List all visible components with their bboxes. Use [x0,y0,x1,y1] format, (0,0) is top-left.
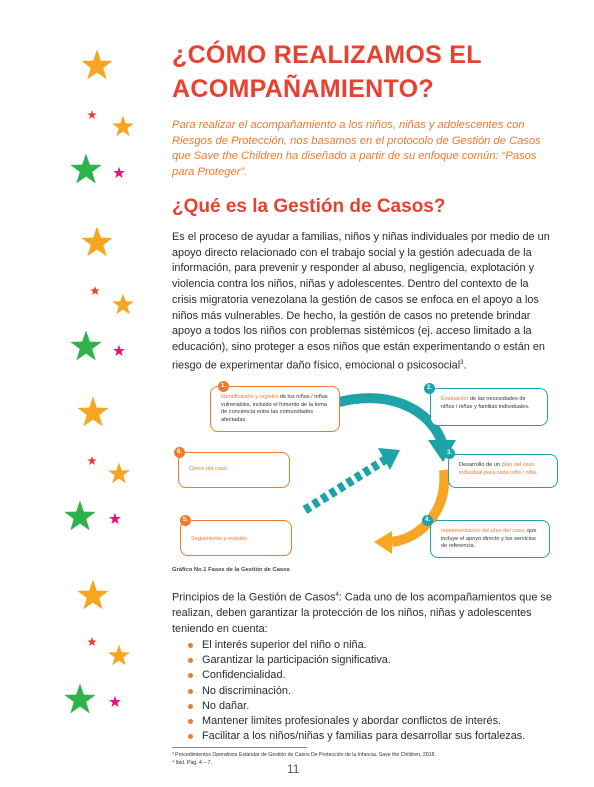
page-number: 11 [287,762,300,776]
step-3-box [448,454,558,488]
star-icon [112,294,134,315]
star-icon [64,684,95,714]
step-1-box [210,386,340,432]
list-item: Facilitar a los niños/niñas y familias para desarrollar sus fortalezas. [188,729,525,744]
list-item: No dañar. [188,699,525,714]
step-4-box [430,520,550,558]
section-heading: ¿Qué es la Gestión de Casos? [172,196,446,217]
list-item: El interés superior del niño o niña. [188,638,525,653]
list-item: Mantener limites profesionales y abordar conflictos de interés. [188,714,525,729]
star-icon [108,645,130,666]
list-item: No discriminación. [188,684,525,699]
footnote-ref: 3 [460,359,464,366]
star-icon [77,580,108,610]
diagram-caption: Gráfico No.1 Fases de la Gestión de Casos [172,567,290,573]
star-icon [108,463,130,484]
bullet-icon [188,719,193,724]
case-management-diagram [160,370,570,570]
step-5-highlight: Seguimiento y revisión. [191,536,249,542]
star-icon [109,513,121,524]
bullet-icon [188,704,193,709]
bullet-icon [188,734,193,739]
step-3-badge: 3. [444,448,455,459]
list-item: Garantizar la participación significativa. [188,653,525,668]
yellow-arrowhead [374,531,392,554]
body-paragraph: Es el proceso de ayudar a familias, niños y niñas individuales por medio de un apoyo directo relacionado con el trabajo social y la gestión adecuada de la información, para prevenir y responder al abuso, negligencia, explotación y violencia contra los niños, niñas y adolescentes. Dentro del contexto de la crisis migratoria venezolana la gestión de casos se enfoca en el apoyo a los niños más vulnerables. De hecho, la gestión de casos no pretende brindar apoyo a todos los niños con problemas sistémicos (ej. acceso limitado a la educación), sino proteger a esos niños que están experimentando o están en riesgo de experimentar daño físico, emocional o psicosocial$^3$. [172,231,550,372]
star-icon [112,116,134,137]
star-icon [81,50,112,80]
teal-arc [335,398,442,442]
principles-paragraph [172,588,556,638]
footnote-divider [172,747,307,748]
step-3-pre: Desarrollo de un [459,462,502,468]
step-1-highlight: Identificación y registro [221,394,279,400]
step-1-text: de los niños / niñas vulnerables, incluido el fomento de la toma de conciencia entre las comunidades afectadas. [221,394,328,423]
body-text: Es el proceso de ayudar a familias, niños y niñas individuales por medio de un apoyo directo relacionado con el trabajo social y la gestión adecuada de la información, para prevenir y responder al abuso, negligencia, explotación y violencia contra los niños, niñas y adolescentes. Dentro del contexto de la crisis migratoria venezolana la gestión de casos se enfoca en el apoyo a los niños más vulnerables. De hecho, la gestión de casos no pretende brindar apoyo a todos los niños con problemas sistémicos (ej. acceso limitado a la educación), sino proteger a esos niños que están experimentando o están en riesgo de experimentar daño físico, emocional o psicosocial [172,231,550,372]
star-group-2 [70,227,134,361]
step-3-highlight: plan del caso individual para cada niño / niña. [459,462,538,476]
page-title: ¿CÓMO REALIZAMOS EL ACOMPAÑAMIENTO? [172,41,482,103]
star-group-4 [64,580,130,714]
step-2-highlight: Evaluación [441,396,469,402]
bullet-icon [188,643,193,648]
star-icon [70,331,101,361]
principles-rest: : Cada uno de los acompañamientos que se realizan, deben garantizar la protección de los niños, niñas y adolescentes teniendo en cuenta: [172,591,552,636]
principles-list [188,638,525,744]
star-icon [90,286,100,295]
step-4-highlight: Implementación del plan del caso, [441,528,526,534]
star-icon [77,397,108,427]
step-2-box [430,388,548,426]
footnote-4: ⁴ Ibid. Pág. 4 – 7. [172,760,213,766]
dashed-arrow [305,458,388,510]
step-5-box [180,520,292,556]
star-icon [109,696,121,707]
step-5-badge: 5. [180,515,191,526]
star-group-1 [70,50,134,184]
step-1-badge: 1. [218,381,229,392]
bullet-icon [188,673,193,678]
intro-paragraph: Para realizar el acompañamiento a los niños, niñas y adolescentes con Riesgos de Protección, nos basamos en el protocolo de Gestión de Casos que Save the Children ha diseñado a partir de su enfoque común: “Pasos para Proteger”. [172,119,541,178]
star-icon [87,110,97,119]
bullet-icon [188,658,193,663]
step-6-highlight: Cierre del caso. [189,466,229,472]
list-item: Confidencialidad. [188,668,525,683]
star-icon [81,227,112,257]
star-icon [64,501,95,531]
step-4-text: que incluye el apoyo directo y los servicios de referencia. [441,528,537,549]
step-2-text: de las necesidades de niños / niñas y familias individuales. [441,396,530,410]
decorative-stars [0,0,150,787]
step-6-badge: 6. [174,447,185,458]
step-6-box [178,452,290,488]
bullet-icon [188,689,193,694]
footnote-3: ³ Procedimientos Operativos Estándar de Gestión de Casos De Protección de la Infancia, Save the Children, 2018. [172,752,436,758]
star-icon [87,637,97,646]
star-icon [87,456,97,465]
step-4-badge: 4. [422,515,433,526]
star-icon [113,167,125,178]
footnote-ref: 4 [335,592,339,598]
star-group-3 [64,397,130,531]
star-icon [113,345,125,356]
star-icon [70,154,101,184]
principles-intro: Principios de la Gestión de Casos [172,591,336,604]
step-2-badge: 2. [424,383,435,394]
